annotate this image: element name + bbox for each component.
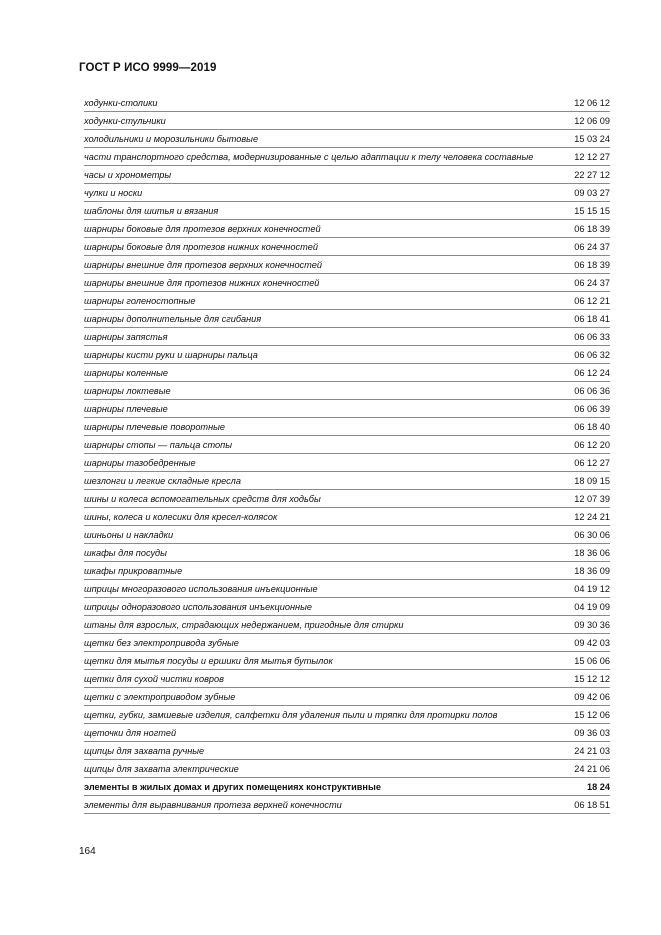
- index-term: шкафы для посуды: [84, 548, 167, 558]
- index-term: шарниры боковые для протезов верхних конечностей: [84, 224, 321, 234]
- index-term: чулки и носки: [84, 188, 143, 198]
- index-entry: [84, 400, 610, 418]
- alphabetical-index-list: [84, 94, 610, 814]
- index-term: щетки без электропривода зубные: [84, 638, 239, 648]
- index-term: элементы в жилых домах и других помещениях конструктивные: [84, 782, 381, 792]
- index-code: 15 06 06: [574, 656, 610, 666]
- index-entry: [84, 634, 610, 652]
- index-code: 12 06 09: [574, 116, 610, 126]
- index-term: шарниры внешние для протезов нижних конечностей: [84, 278, 320, 288]
- index-entry: [84, 130, 610, 148]
- index-term: щеточки для ногтей: [84, 728, 177, 738]
- index-term: шприцы одноразового использования инъекционные: [84, 602, 312, 612]
- index-code: 06 30 06: [574, 530, 610, 540]
- index-code: 04 19 09: [574, 602, 610, 612]
- index-term: часы и хронометры: [84, 170, 172, 180]
- index-entry: [84, 706, 610, 724]
- index-term: шарниры кисти руки и шарниры пальца: [84, 350, 258, 360]
- index-term: шарниры плечевые: [84, 404, 168, 414]
- index-entry: [84, 436, 610, 454]
- index-term: шарниры внешние для протезов верхних конечностей: [84, 260, 323, 270]
- index-code: 06 18 39: [574, 260, 610, 270]
- index-code: 06 18 41: [574, 314, 610, 324]
- index-code: 15 03 24: [574, 134, 610, 144]
- index-entry: [84, 202, 610, 220]
- index-code: 06 12 21: [574, 296, 610, 306]
- index-code: 06 06 36: [574, 386, 610, 396]
- index-code: 09 30 36: [574, 620, 610, 630]
- index-term: щетки, губки, замшевые изделия, салфетки для удаления пыли и тряпки для протирки полов: [84, 710, 498, 720]
- index-term: шарниры дополнительные для сгибания: [84, 314, 262, 324]
- index-entry: [84, 616, 610, 634]
- index-term: щипцы для захвата электрические: [84, 764, 239, 774]
- index-code: 06 18 39: [574, 224, 610, 234]
- index-entry: [84, 166, 610, 184]
- index-entry: [84, 346, 610, 364]
- index-code: 15 15 15: [574, 206, 610, 216]
- index-entry: [84, 598, 610, 616]
- index-term: щипцы для захвата ручные: [84, 746, 205, 756]
- index-code: 18 36 06: [574, 548, 610, 558]
- index-code: 18 36 09: [574, 566, 610, 576]
- index-term: шезлонги и легкие складные кресла: [84, 476, 241, 486]
- index-code: 12 24 21: [574, 512, 610, 522]
- index-term: шины и колеса вспомогательных средств для ходьбы: [84, 494, 321, 504]
- index-term: штаны для взрослых, страдающих недержанием, пригодные для стирки: [84, 620, 404, 630]
- index-term: шины, колеса и колесики для кресел-колясок: [84, 512, 278, 522]
- index-code: 06 24 37: [574, 278, 610, 288]
- index-code: 12 07 39: [574, 494, 610, 504]
- index-entry: [84, 526, 610, 544]
- index-code: 09 36 03: [574, 728, 610, 738]
- index-entry: [84, 670, 610, 688]
- index-term: шарниры плечевые поворотные: [84, 422, 226, 432]
- index-entry: [84, 292, 610, 310]
- index-term: щетки с электроприводом зубные: [84, 692, 236, 702]
- index-code: 22 27 12: [574, 170, 610, 180]
- index-term: шарниры стопы — пальца стопы: [84, 440, 232, 450]
- index-entry: [84, 796, 610, 814]
- index-code: 09 42 03: [574, 638, 610, 648]
- index-code: 12 06 12: [574, 98, 610, 108]
- index-entry: [84, 688, 610, 706]
- index-term: шарниры голеностопные: [84, 296, 196, 306]
- index-term: ходунки-столики: [84, 98, 158, 108]
- index-entry: [84, 274, 610, 292]
- index-entry: [84, 724, 610, 742]
- index-entry: [84, 418, 610, 436]
- index-code: 09 03 27: [574, 188, 610, 198]
- index-code: 06 06 32: [574, 350, 610, 360]
- index-term: щетки для сухой чистки ковров: [84, 674, 224, 684]
- index-entry: [84, 544, 610, 562]
- index-entry: [84, 238, 610, 256]
- index-entry: [84, 220, 610, 238]
- index-term: щетки для мытья посуды и ершики для мытья бутылок: [84, 656, 333, 666]
- index-entry: [84, 580, 610, 598]
- index-entry: [84, 94, 610, 112]
- index-code: 15 12 06: [574, 710, 610, 720]
- index-term: шкафы прикроватные: [84, 566, 183, 576]
- index-entry: [84, 490, 610, 508]
- document-header: ГОСТ Р ИСО 9999—2019: [79, 62, 217, 74]
- index-term: шарниры запястья: [84, 332, 168, 342]
- index-entry: [84, 310, 610, 328]
- index-entry: [84, 112, 610, 130]
- index-code: 12 12 27: [574, 152, 610, 162]
- index-entry: [84, 184, 610, 202]
- index-code: 06 12 20: [574, 440, 610, 450]
- index-term: шарниры боковые для протезов нижних конечностей: [84, 242, 318, 252]
- index-term: шарниры локтевые: [84, 386, 171, 396]
- index-code: 09 42 06: [574, 692, 610, 702]
- index-code: 24 21 06: [574, 764, 610, 774]
- index-entry: [84, 148, 610, 166]
- index-entry: [84, 454, 610, 472]
- index-code: 06 12 27: [574, 458, 610, 468]
- index-term: шарниры коленные: [84, 368, 168, 378]
- index-code: 06 06 33: [574, 332, 610, 342]
- index-code: 06 18 51: [574, 800, 610, 810]
- index-entry: [84, 364, 610, 382]
- index-term: шаблоны для шитья и вязания: [84, 206, 219, 216]
- index-code: 18 24: [587, 782, 610, 792]
- index-entry: [84, 652, 610, 670]
- index-entry: [84, 778, 610, 796]
- index-term: холодильники и морозильники бытовые: [84, 134, 259, 144]
- index-entry: [84, 562, 610, 580]
- page-number: 164: [79, 846, 96, 857]
- index-term: ходунки-стульчики: [84, 116, 166, 126]
- index-code: 04 19 12: [574, 584, 610, 594]
- index-term: элементы для выравнивания протеза верхней конечности: [84, 800, 342, 810]
- index-code: 15 12 12: [574, 674, 610, 684]
- index-term: шиньоны и накладки: [84, 530, 174, 540]
- index-code: 18 09 15: [574, 476, 610, 486]
- index-entry: [84, 328, 610, 346]
- index-entry: [84, 760, 610, 778]
- index-entry: [84, 742, 610, 760]
- index-term: части транспортного средства, модернизированные с целью адаптации к телу человека составные: [84, 152, 534, 162]
- index-entry: [84, 508, 610, 526]
- index-code: 06 06 39: [574, 404, 610, 414]
- index-code: 06 12 24: [574, 368, 610, 378]
- index-code: 24 21 03: [574, 746, 610, 756]
- index-entry: [84, 256, 610, 274]
- index-code: 06 24 37: [574, 242, 610, 252]
- index-term: шарниры тазобедренные: [84, 458, 196, 468]
- index-entry: [84, 472, 610, 490]
- index-code: 06 18 40: [574, 422, 610, 432]
- index-term: шприцы многоразового использования инъекционные: [84, 584, 318, 594]
- index-entry: [84, 382, 610, 400]
